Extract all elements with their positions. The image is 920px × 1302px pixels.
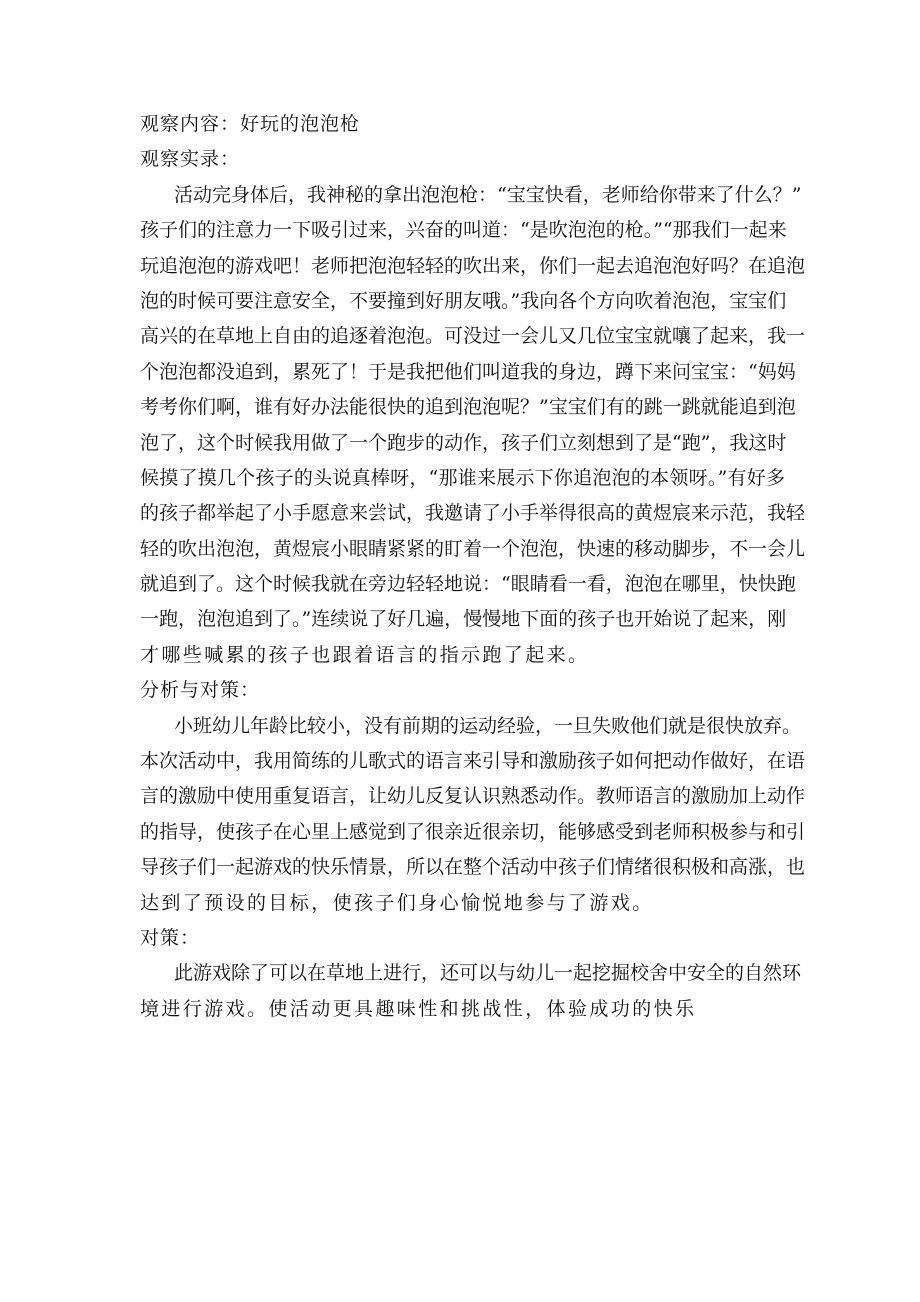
paragraph-line: 的孩子都举起了小手愿意来尝试，我邀请了小手举得很高的黄煜宸来示范，我轻	[140, 502, 806, 525]
paragraph-line: 的指导，使孩子在心里上感觉到了很亲近很亲切，能够感受到老师积极参与和引	[140, 820, 806, 843]
paragraph-line: 玩追泡泡的游戏吧！老师把泡泡轻轻的吹出来，你们一起去追泡泡好吗？在追泡	[140, 254, 806, 277]
paragraph-line: 就追到了。这个时候我就在旁边轻轻地说：“眼睛看一看，泡泡在哪里，快快跑	[140, 573, 796, 596]
observation-title: 观察内容：好玩的泡泡枪	[140, 113, 361, 135]
paragraph-line: 本次活动中，我用简练的儿歌式的语言来引导和激励孩子如何把动作做好，在语	[140, 750, 806, 773]
paragraph-line: 泡的时候可要注意安全，不要撞到好朋友哦。”我向各个方向吹着泡泡，宝宝们	[140, 289, 787, 312]
paragraph-line: 此游戏除了可以在草地上进行，还可以与幼儿一起挖掘校舍中安全的自然环	[174, 962, 802, 985]
paragraph-line: 小班幼儿年龄比较小，没有前期的运动经验，一旦失败他们就是很快放弃。	[174, 714, 802, 737]
record-heading: 观察实录：	[140, 148, 241, 171]
paragraph-line: 才哪些喊累的孩子也跟着语言的指示跑了起来。	[140, 643, 590, 666]
paragraph-line: 高兴的在草地上自由的追逐着泡泡。可没过一会儿又几位宝宝就嚷了起来，我一	[140, 325, 806, 348]
paragraph-line: 孩子们的注意力一下吸引过来，兴奋的叫道：“是吹泡泡的枪。”“那我们一起来	[140, 219, 787, 242]
paragraph-line: 泡了，这个时候我用做了一个跑步的动作，孩子们立刻想到了是“跑”，我这时	[140, 431, 787, 454]
record-paragraph	[140, 178, 806, 673]
analysis-heading: 分析与对策：	[140, 679, 261, 702]
paragraph-line: 言的激励中使用重复语言，让幼儿反复认识熟悉动作。教师语言的激励加上动作	[140, 785, 806, 808]
document-page	[140, 107, 806, 1027]
paragraph-line: 轻的吹出泡泡，黄煜宸小眼睛紧紧的盯着一个泡泡，快速的移动脚步，不一会儿	[140, 537, 806, 560]
strategy-paragraph	[140, 956, 802, 1027]
paragraph-line: 考考你们啊，谁有好办法能很快的追到泡泡呢？”宝宝们有的跳一跳就能追到泡	[140, 396, 796, 419]
paragraph-line: 个泡泡都没追到，累死了！于是我把他们叫道我的身边，蹲下来问宝宝：“妈妈	[140, 360, 796, 383]
paragraph-line: 达到了预设的目标，使孩子们身心愉悦地参与了游戏。	[140, 891, 654, 914]
paragraph-line: 导孩子们一起游戏的快乐情景，所以在整个活动中孩子们情绪很积极和高涨，也	[140, 856, 806, 879]
paragraph-line: 一跑，泡泡追到了。”连续说了好几遍，慢慢地下面的孩子也开始说了起来，刚	[140, 608, 787, 631]
paragraph-line: 活动完身体后，我神秘的拿出泡泡枪：“宝宝快看，老师给你带来了什么？”	[174, 183, 802, 206]
paragraph-line: 境进行游戏。使活动更具趣味性和挑战性，体验成功的快乐	[140, 997, 697, 1020]
analysis-paragraph	[140, 709, 806, 921]
strategy-heading: 对策：	[140, 926, 201, 949]
paragraph-line: 候摸了摸几个孩子的头说真棒呀，“那谁来展示下你追泡泡的本领呀。”有好多	[140, 466, 785, 489]
